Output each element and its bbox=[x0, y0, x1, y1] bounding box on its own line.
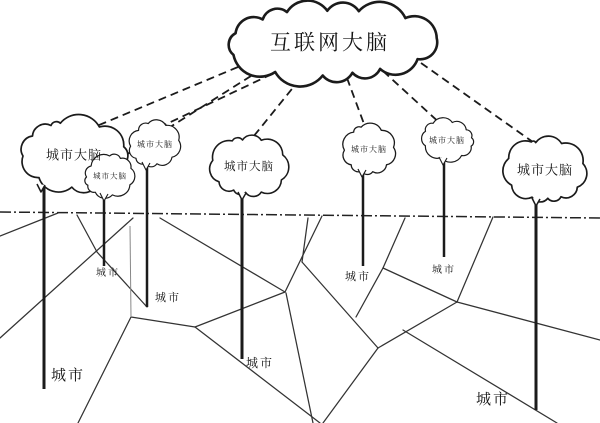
crack-line bbox=[78, 317, 131, 423]
crack-line bbox=[403, 330, 557, 423]
faint-crack-line bbox=[130, 226, 131, 317]
crack-line bbox=[77, 215, 97, 252]
crack-line bbox=[195, 292, 285, 327]
crack-line bbox=[0, 213, 58, 236]
city-label: 城市 bbox=[50, 366, 86, 384]
city-brain-label: 城市大脑 bbox=[93, 171, 127, 181]
crack-line bbox=[383, 218, 405, 268]
crack-line bbox=[286, 293, 313, 423]
city-label: 城市 bbox=[96, 268, 120, 279]
city-brain-label: 城市大脑 bbox=[224, 159, 274, 174]
crack-line bbox=[195, 327, 320, 423]
cloud-tail bbox=[358, 169, 366, 177]
connector-dashed-line bbox=[383, 71, 443, 126]
connector-dashed-line bbox=[249, 79, 300, 142]
city-brain-label: 城市大脑 bbox=[516, 163, 574, 179]
crack-line bbox=[323, 348, 378, 423]
cloud-tail bbox=[238, 192, 246, 200]
connector-dashed-line bbox=[80, 62, 250, 133]
cloud-tail bbox=[142, 162, 150, 170]
connector-dashed-line bbox=[158, 74, 272, 128]
crack-line bbox=[160, 218, 285, 292]
city-label: 城市 bbox=[155, 291, 181, 304]
city-brain-label: 城市大脑 bbox=[137, 139, 173, 149]
connector-dashed-line bbox=[347, 78, 367, 132]
internet-brain-label: 互联网大脑 bbox=[270, 30, 390, 55]
horizon-line bbox=[0, 212, 600, 218]
city-brain-label: 城市大脑 bbox=[429, 135, 465, 145]
city-label: 城市 bbox=[475, 390, 511, 408]
crack-line bbox=[457, 217, 493, 302]
crack-line bbox=[457, 302, 600, 340]
city-brain-label: 城市大脑 bbox=[351, 144, 387, 154]
cloud-tail bbox=[532, 198, 540, 206]
crack-line bbox=[378, 302, 457, 348]
city-label: 城市 bbox=[432, 265, 456, 276]
city-label: 城市 bbox=[245, 356, 275, 370]
city-label: 城市 bbox=[345, 270, 371, 283]
crack-line bbox=[131, 317, 195, 327]
crack-line bbox=[302, 218, 308, 262]
cloud-tail bbox=[439, 157, 447, 165]
city-brain-label: 城市大脑 bbox=[45, 148, 103, 164]
